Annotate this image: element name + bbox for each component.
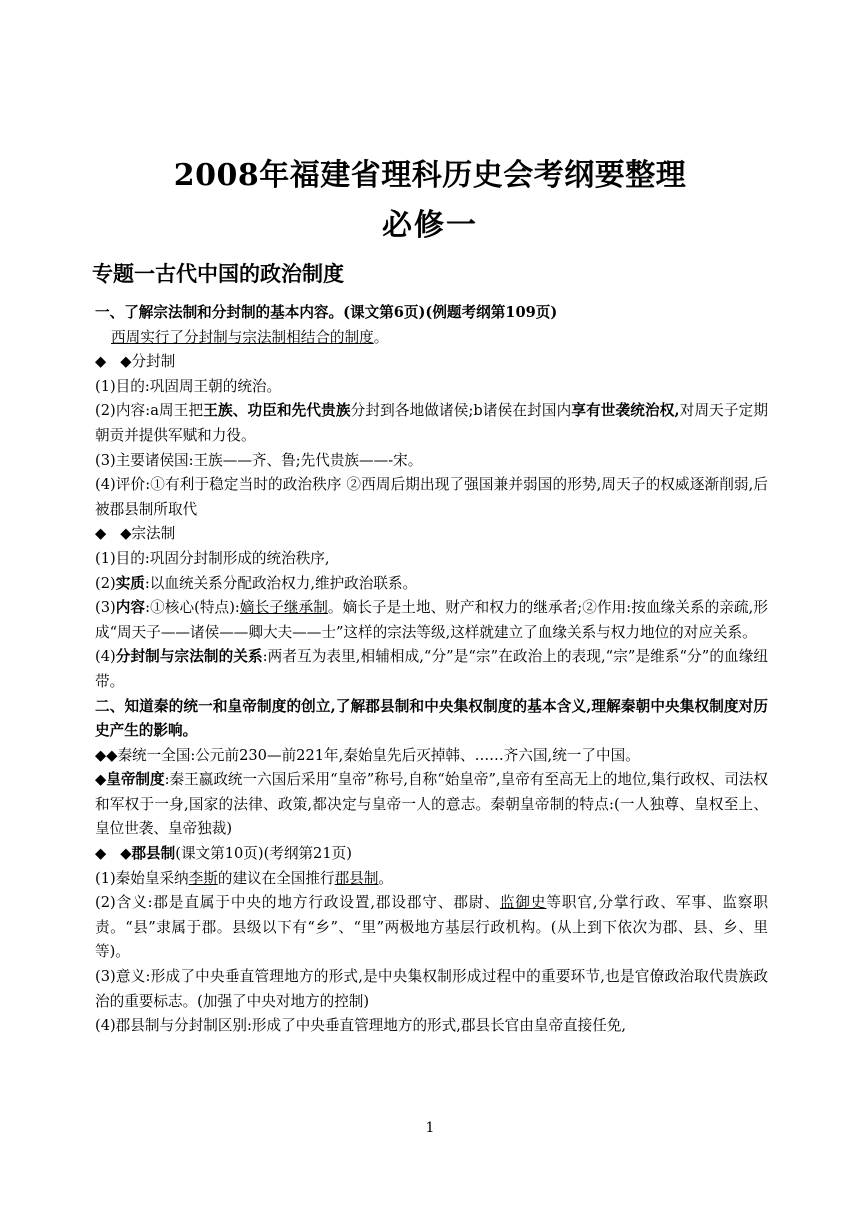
junxian-item-1: (1)秦始皇采纳李斯的建议在全国推行郡县制。 <box>95 869 394 887</box>
s1-heading: 一、了解宗法制和分封制的基本内容。(课文第6页)(例题考纲第109页) <box>95 304 558 321</box>
zongfa-item-3: (3)内容:①核心(特点):嫡长子继承制。嫡长子是土地、财产和权力的继承者;②作用:按血缘关系的亲疏,形成“周天子——诸侯——卿大夫——士”这样的宗法等级,这样就建立了血缘关系与权力地位的对应关系。 <box>95 599 768 641</box>
zongfa-item-1: (1)目的:巩固分封制形成的统治秩序, <box>95 549 330 567</box>
junxian-item-3: (3)意义:形成了中央垂直管理地方的形式,是中央集权制形成过程中的重要环节,也是官僚政治取代贵族政治的重要标志。(加强了中央对地方的控制) <box>95 968 768 1010</box>
zongfa-label: ◆ ◆宗法制 <box>95 525 176 543</box>
fengjian-item-3: (3)主要诸侯国:王族——齐、鲁;先代贵族——-宋。 <box>95 451 423 469</box>
s2-heading: 二、知道秦的统一和皇帝制度的创立,了解郡县制和中央集权制度的基本含义,理解秦朝中央集权制度对历史产生的影响。 <box>95 697 768 740</box>
diamond-bullet-icon: ◆ <box>95 845 107 863</box>
document-body <box>95 301 768 1039</box>
diamond-bullet-icon: ◆ <box>95 353 107 371</box>
page-number: 1 <box>425 1120 435 1136</box>
zongfa-item-4: (4)分封制与宗法制的关系:两者互为表里,相辅相成,“分”是“宗”在政治上的表现,“宗”是维系“分”的血缘纽带。 <box>95 648 768 690</box>
diamond-bullet-icon: ◆ <box>95 525 107 543</box>
zongfa-item-2: (2)实质:以血统关系分配政治权力,维护政治联系。 <box>95 574 418 592</box>
junxian-label: ◆ ◆郡县制(课文第10页)(考纲第21页) <box>95 845 352 863</box>
fengjian-label: ◆ ◆分封制 <box>95 353 176 371</box>
fengjian-item-2: (2)内容:a周王把王族、功臣和先代贵族分封到各地做诸侯;b诸侯在封国内享有世袭统治权,对周天子定期朝贡并提供军赋和力役。 <box>95 402 768 444</box>
section-heading: 专题一古代中国的政治制度 <box>92 261 344 286</box>
emperor-system: ◆皇帝制度:秦王嬴政统一六国后采用“皇帝”称号,自称“始皇帝”,皇帝有至高无上的地位,集行政权、司法权和军权于一身,国家的法律、政策,都决定与皇帝一人的意志。秦朝皇帝制的特点:(一人独尊、皇权至上、皇位世袭、皇帝独裁) <box>95 771 768 838</box>
qin-unification: ◆◆秦统一全国:公元前230—前221年,秦始皇先后灭掉韩、……齐六国,统一了中国。 <box>95 746 640 764</box>
junxian-item-4: (4)郡县制与分封制区别:形成了中央垂直管理地方的形式,郡县长官由皇帝直接任免, <box>95 1017 627 1035</box>
document-subtitle: 必修一 <box>382 208 478 243</box>
junxian-item-2: (2)含义:郡是直属于中央的地方行政设置,郡设郡守、郡尉、监御史等职官,分掌行政、军事、监察职责。“县”隶属于郡。县级以下有“乡”、“里”两极地方基层行政机构。(从上到下依次为郡、县、乡、里等)。 <box>95 894 768 961</box>
document-title: 2008年福建省理科历史会考纲要整理 <box>173 158 687 193</box>
fengjian-item-4: (4)评价:①有利于稳定当时的政治秩序 ②西周后期出现了强国兼并弱国的形势,周天子的权威逐渐削弱,后被郡县制所取代 <box>95 476 768 518</box>
fengjian-item-1: (1)目的:巩固周王朝的统治。 <box>95 377 282 395</box>
s1-intro: 西周实行了分封制与宗法制相结合的制度。 <box>111 328 389 346</box>
